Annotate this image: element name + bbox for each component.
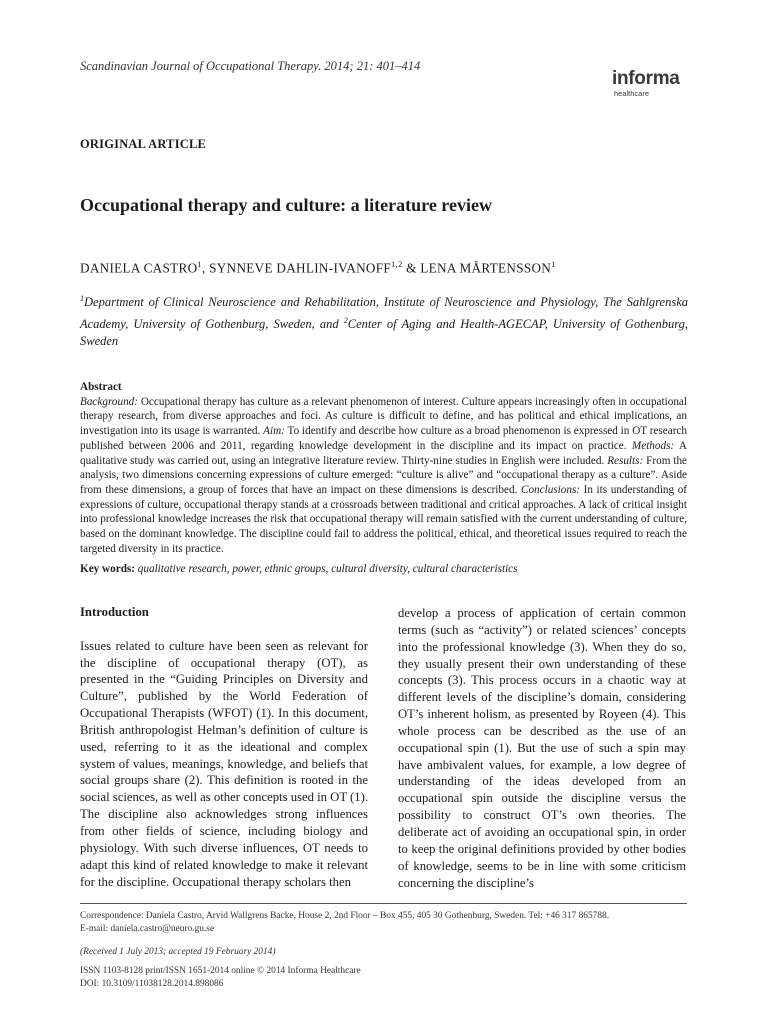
correspondence-email: E-mail: daniela.castro@neuro.gu.se xyxy=(80,923,215,934)
abstract-conclusions: In its understanding of expressions of culture, occupational therapy stands at a crossroads between traditional and critical approaches. A lack of critical insight into professional knowledge increases the risk that occupational therapy will remain satisfied with the current understanding of culture, based on the dominant knowledge. The discipline could fail to address the political, ethical, and theoretical issues required to reach the targeted diversity in its practice. xyxy=(80,483,688,555)
abstract-methods: A qualitative study was carried out, using an integrative literature review. Thirty-nine studies in English were included. xyxy=(80,439,688,467)
affiliation-text: Center of Aging and Health-AGECAP, University of Gothenburg, Sweden xyxy=(80,316,688,349)
abstract-background: Occupational therapy has culture as a relevant phenomenon of interest. Culture appears increasingly often in occupational therapy research, from diverse approaches and foci. As culture is difficult to define, and has political and ethical implications, an investigation into its usage is warranted. xyxy=(80,395,688,438)
author-name: SYNNEVE DAHLIN-IVANOFF xyxy=(209,260,391,276)
article-title: Occupational therapy and culture: a literature review xyxy=(80,195,492,215)
logo-text: informa xyxy=(612,68,680,89)
author-name: LENA MÅRTENSSON xyxy=(420,260,552,276)
received-accepted-dates: (Received 1 July 2013; accepted 19 February 2014) xyxy=(80,947,276,957)
abstract-aim-label: Aim: xyxy=(263,425,285,438)
abstract-background-label: Background: xyxy=(80,395,138,408)
publisher-logo xyxy=(612,69,680,98)
author-name: DANIELA CASTRO xyxy=(80,260,198,276)
abstract-conclusions-label: Conclusions: xyxy=(520,483,581,496)
abstract xyxy=(80,380,687,556)
affiliation-sup: 2 xyxy=(343,315,348,325)
abstract-aim: To identify and describe how culture as a broad phenomenon is expressed in OT research published between 2006 and 2011, regarding knowledge development in the discipline and its impact on practice. xyxy=(80,425,687,452)
article-type: ORIGINAL ARTICLE xyxy=(80,137,207,151)
author-affiliation-sup: 1,2 xyxy=(391,259,403,269)
author-separator: , xyxy=(201,260,210,276)
correspondence-address: Correspondence: Daniela Castro, Arvid Wallgrens Backe, House 2, 2nd Floor – Box 455, 405 30 Gothenburg, Sweden. Tel: +46 317 865788. xyxy=(80,911,610,921)
affiliations xyxy=(80,290,688,351)
correspondence-footnote xyxy=(80,910,687,935)
author-separator: & xyxy=(402,260,421,276)
doi-line: DOI: 10.3109/11038128.2014.898086 xyxy=(80,978,224,989)
author-affiliation-sup: 1 xyxy=(551,259,556,269)
body-column-right xyxy=(398,605,686,891)
section-heading-introduction: Introduction xyxy=(80,605,149,619)
abstract-heading: Abstract xyxy=(80,381,122,393)
keywords-list: qualitative research, power, ethnic groups, cultural diversity, cultural characteristics xyxy=(137,563,518,575)
issn-line: ISSN 1103-8128 print/ISSN 1651-2014 online © 2014 Informa Healthcare xyxy=(80,966,361,976)
keywords xyxy=(80,562,687,577)
keywords-label: Key words: xyxy=(80,563,135,575)
abstract-methods-label: Methods: xyxy=(631,439,675,452)
affiliation-text: Department of Clinical Neuroscience and Rehabilitation, Institute of Neuroscience and Physiology, The Sahlgrenska Academy, University of Gothenburg, Sweden, and xyxy=(80,295,688,331)
author-affiliation-sup: 1 xyxy=(197,259,202,269)
abstract-results-label: Results: xyxy=(607,454,644,467)
abstract-results: From the analysis, two dimensions concerning expressions of culture emerged: “culture is alive” and “occupational therapy as a culture”. Aside from these dimensions, a group of forces that have an impact on these dimensions is described. xyxy=(80,454,688,496)
publication-info xyxy=(80,965,687,990)
affiliation-sup: 1 xyxy=(80,294,84,303)
body-column-left xyxy=(80,604,368,890)
logo-subtext: healthcare xyxy=(614,89,650,98)
footnote-divider xyxy=(80,903,687,904)
paragraph: Issues related to culture have been seen as relevant for the discipline of occupational therapy (OT), as presented in the “Guiding Principles on Diversity and Culture”, published by the World Federation of Occupational Therapists (WFOT) (1). In this document, British anthropologist Helman’s definition of culture is used, referring to it as the ideational and complex system of values, meanings, knowledge, and beliefs that social groups share (2). This definition is rooted in the social sciences, as well as other concepts used in OT (1). The discipline also acknowledges strong influences from other fields of science, including biology and physiology. With such diverse influences, OT needs to adapt this kind of related knowledge to make it relevant for the discipline. Occupational therapy scholars then xyxy=(80,638,368,889)
journal-citation: Scandinavian Journal of Occupational Therapy. 2014; 21: 401–414 xyxy=(80,59,421,73)
author-list xyxy=(80,259,556,276)
paragraph: develop a process of application of certain common terms (such as “activity”) or related sciences’ concepts into the professional knowledge (3). When they do so, they usually present their own understanding of these concepts (3). This process occurs in a chaotic way at different levels of the discipline’s domain, considering OT’s inherent holism, as presented by Royeen (4). This whole process can be described as the use of an occupational spin (1). But the use of such a spin may have ambivalent values, for example, a low degree of understanding of the ideas developed from an occupational spin outside the discipline versus the possibility to construct OT’s own theories. The deliberate act of avoiding an occupational spin, in order to keep the original definitions provided by other bodies of knowledge, seems to be in line with some criticism concerning the discipline’s xyxy=(398,606,686,890)
